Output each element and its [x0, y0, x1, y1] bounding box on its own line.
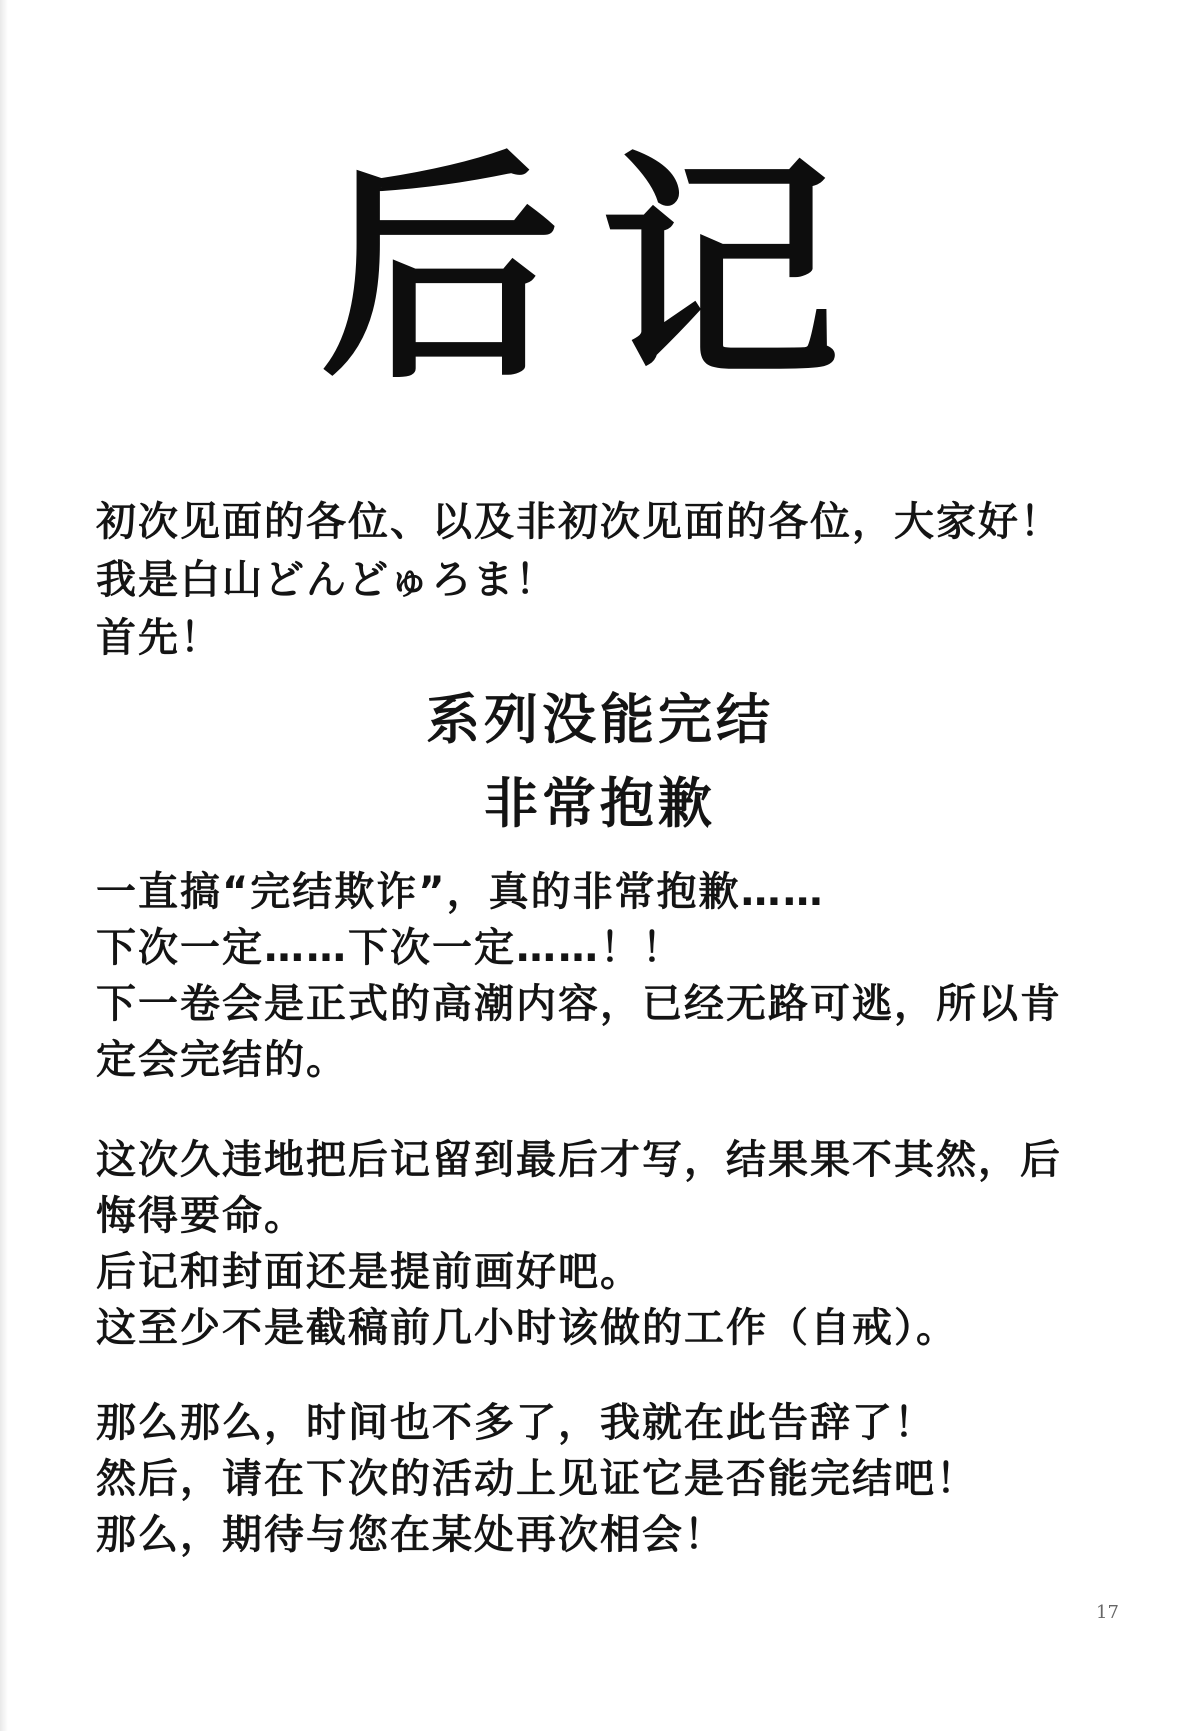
page-number: 17: [1096, 1602, 1119, 1623]
intro-line: 初次见面的各位、以及非初次见面的各位，大家好！: [96, 499, 1062, 545]
text-line: 那么，期待与您在某处再次相会！: [96, 1512, 726, 1558]
apology-heading: [0, 678, 1200, 846]
text-line: 定会完结的。: [96, 1037, 348, 1083]
text-line: 后记和封面还是提前画好吧。: [96, 1249, 642, 1295]
apology-line: 系列没能完结: [426, 688, 774, 751]
apology-line: 非常抱歉: [484, 772, 716, 835]
page-title: 后记: [320, 129, 880, 411]
text-line: 那么那么，时间也不多了，我就在此告辞了！: [96, 1400, 936, 1446]
text-line: 这次久违地把后记留到最后才写，结果果不其然，后: [96, 1137, 1062, 1183]
text-line: 下次一定……下次一定……！！: [96, 925, 684, 971]
paragraph-2: [96, 1132, 1106, 1356]
text-line: 然后，请在下次的活动上见证它是否能完结吧！: [96, 1456, 978, 1502]
intro-line: 首先！: [96, 615, 222, 661]
paragraph-1: [96, 864, 1106, 1088]
text-line: 下一卷会是正式的高潮内容，已经无路可逃，所以肯: [96, 981, 1062, 1027]
text-line: 一直搞“完结欺诈”，真的非常抱歉……: [96, 869, 825, 915]
text-line: 这至少不是截稿前几小时该做的工作（自戒）。: [96, 1305, 958, 1351]
text-line: 悔得要命。: [96, 1193, 306, 1239]
intro-line: 我是白山どんどゅろま！: [96, 557, 558, 603]
paragraph-3: [96, 1395, 1106, 1563]
intro-paragraph: [96, 493, 1106, 667]
